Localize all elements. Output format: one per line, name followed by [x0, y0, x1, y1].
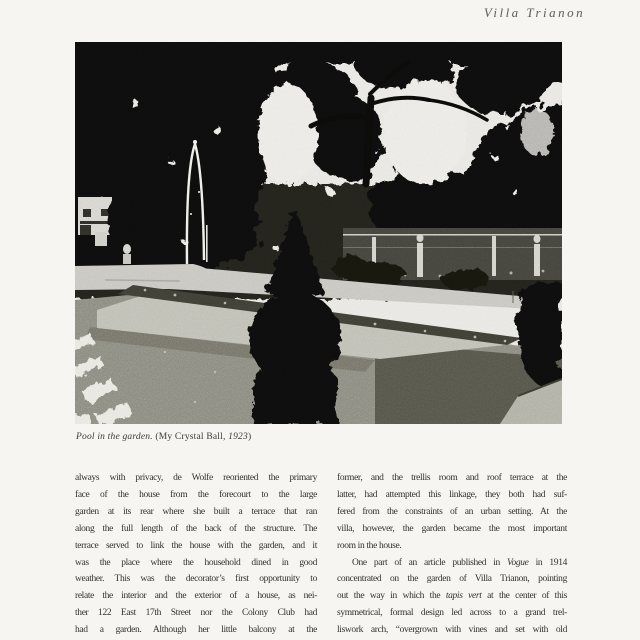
text-line: out the way in which the tapis vert at the center of this [337, 591, 567, 602]
text-line: ther 122 East 17th Street nor the Colony Club had [75, 608, 317, 619]
text-line: symmetrical, formal design led across to a grand trel- [337, 608, 567, 619]
text-line: relate the interior and the exterior of a house, as nei- [75, 591, 317, 602]
text-line: former, and the trellis room and roof terrace at the [337, 473, 567, 483]
text-line: liswork arch, “overgrown with vines and set with old [337, 625, 567, 636]
text-line: was the place where the household dined in good [75, 557, 317, 568]
text-line: One part of an article published in Vogue in 1914 [352, 557, 567, 568]
photo-caption: Pool in the garden. (My Crystal Ball, 1923) [76, 432, 252, 442]
text-line: garden at its rear where she built a terrace that ran [75, 506, 317, 517]
text-line: face of the house from the forecourt to the large [75, 489, 317, 500]
text-line: along the full length of the back of the structure. The [75, 523, 317, 534]
text-column-right [337, 470, 567, 639]
body-text [75, 470, 567, 639]
text-line: room in the house. [337, 540, 402, 551]
text-line: concentrated on the garden of Villa Trianon, pointing [337, 574, 567, 585]
text-line: always with privacy, de Wolfe reoriented the primary [75, 473, 317, 483]
text-line: fered from the constraints of an urban setting. At the [337, 506, 567, 517]
film-grain-2 [75, 42, 562, 424]
text-line: villa, however, the garden became the most important [337, 523, 567, 534]
text-line: had a garden. Although her little balcony at the [75, 625, 317, 636]
running-head: Villa Trianon [483, 5, 586, 20]
text-column-left [75, 470, 317, 639]
text-line: terrace served to link the house with the garden, and it [75, 540, 317, 551]
text-line: latter, had attempted this linkage, they both had suf- [337, 489, 567, 500]
garden-pool-photo [75, 42, 562, 424]
text-line: weather. This was the decorator’s first opportunity to [75, 574, 317, 585]
